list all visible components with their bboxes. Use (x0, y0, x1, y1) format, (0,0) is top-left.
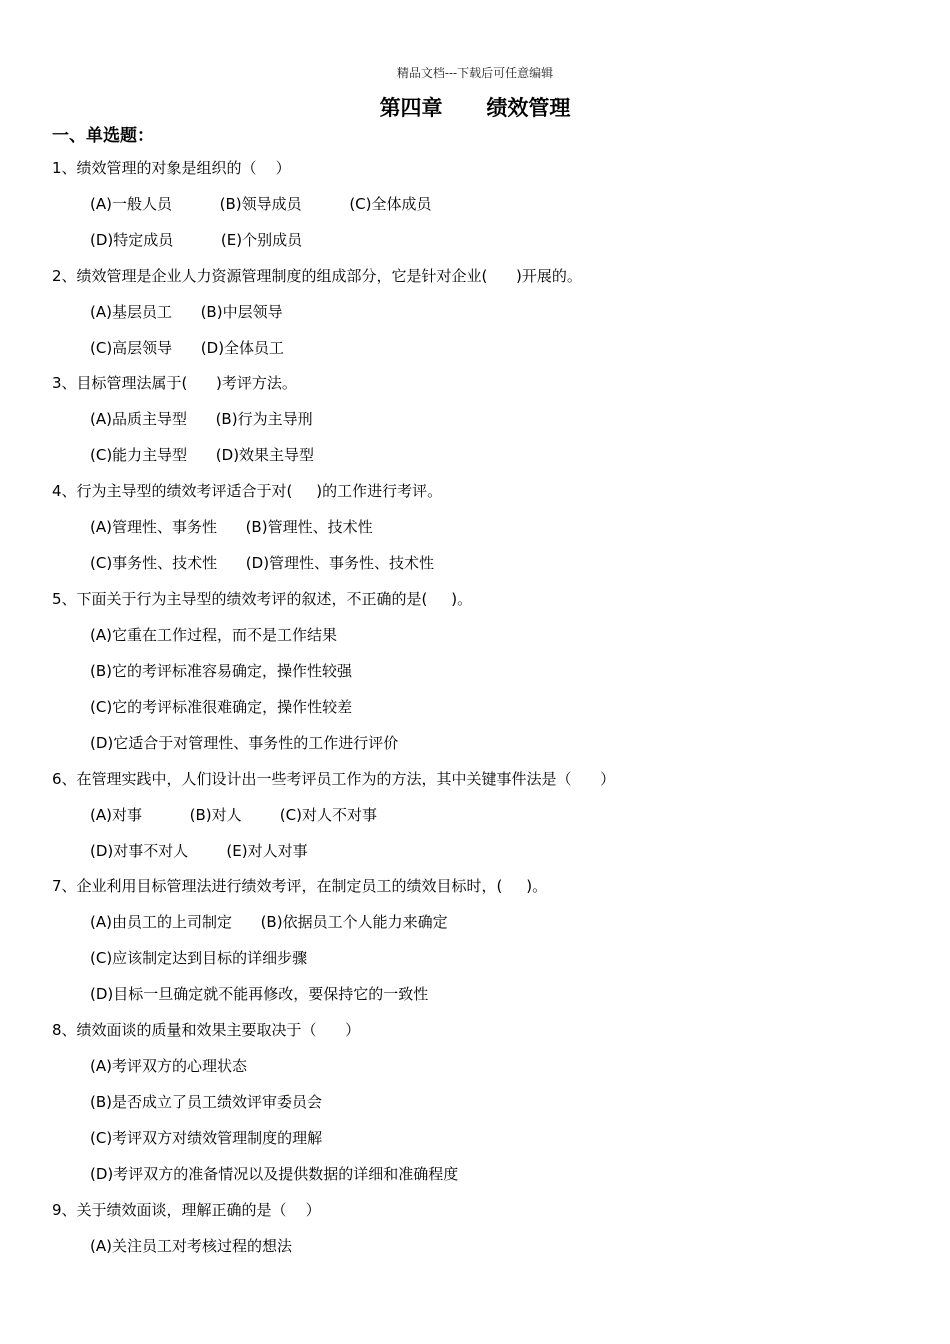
question-stem: 6、在管理实践中，人们设计出一些考评员工作为的方法，其中关键事件法是（ ） (52, 770, 616, 788)
question-stem: 2、绩效管理是企业人力资源管理制度的组成部分，它是针对企业( )开展的。 (52, 267, 582, 285)
option-line: (B)是否成立了员工绩效评审委员会 (90, 1093, 322, 1111)
option-line: (B)它的考评标准容易确定，操作性较强 (90, 662, 352, 680)
question-stem: 7、企业利用目标管理法进行绩效考评，在制定员工的绩效目标时，( )。 (52, 877, 548, 895)
question-stem: 8、绩效面谈的质量和效果主要取决于（ ） (52, 1021, 361, 1039)
option-line: (A)管理性、事务性 (B)管理性、技术性 (90, 518, 373, 536)
option-line: (C)考评双方对绩效管理制度的理解 (90, 1129, 323, 1147)
question-stem: 3、目标管理法属于( )考评方法。 (52, 374, 297, 392)
option-line: (A)考评双方的心理状态 (90, 1057, 247, 1075)
option-line: (C)能力主导型 (D)效果主导型 (90, 446, 315, 464)
option-line: (D)它适合于对管理性、事务性的工作进行评价 (90, 734, 399, 752)
question-stem: 9、关于绩效面谈，理解正确的是（ ） (52, 1201, 321, 1219)
option-line: (D)特定成员 (E)个别成员 (90, 231, 303, 249)
option-line: (A)关注员工对考核过程的想法 (90, 1237, 292, 1255)
watermark: 精品文档---下载后可任意编辑 (396, 66, 554, 80)
option-line: (A)基层员工 (B)中层领导 (90, 303, 283, 321)
option-line: (D)对事不对人 (E)对人对事 (90, 842, 308, 860)
option-line: (D)目标一旦确定就不能再修改，要保持它的一致性 (90, 985, 429, 1003)
option-line: (C)高层领导 (D)全体员工 (90, 339, 285, 357)
section-heading: 一、单选题： (52, 126, 154, 146)
question-stem: 4、行为主导型的绩效考评适合于对( )的工作进行考评。 (52, 482, 443, 500)
option-line: (D)考评双方的准备情况以及提供数据的详细和准确程度 (90, 1165, 459, 1183)
question-stem: 5、下面关于行为主导型的绩效考评的叙述，不正确的是( )。 (52, 590, 473, 608)
question-stem: 1、绩效管理的对象是组织的（ ） (52, 159, 291, 177)
chapter-title: 第四章 绩效管理 (379, 96, 571, 120)
option-line: (C)应该制定达到目标的详细步骤 (90, 949, 308, 967)
option-line: (A)一般人员 (B)领导成员 (C)全体成员 (90, 195, 432, 213)
option-line: (C)事务性、技术性 (D)管理性、事务性、技术性 (90, 554, 435, 572)
option-line: (A)对事 (B)对人 (C)对人不对事 (90, 806, 377, 824)
option-line: (A)品质主导型 (B)行为主导刑 (90, 410, 313, 428)
option-line: (A)由员工的上司制定 (B)依据员工个人能力来确定 (90, 913, 448, 931)
option-line: (C)它的考评标准很难确定，操作性较差 (90, 698, 353, 716)
option-line: (A)它重在工作过程，而不是工作结果 (90, 626, 337, 644)
